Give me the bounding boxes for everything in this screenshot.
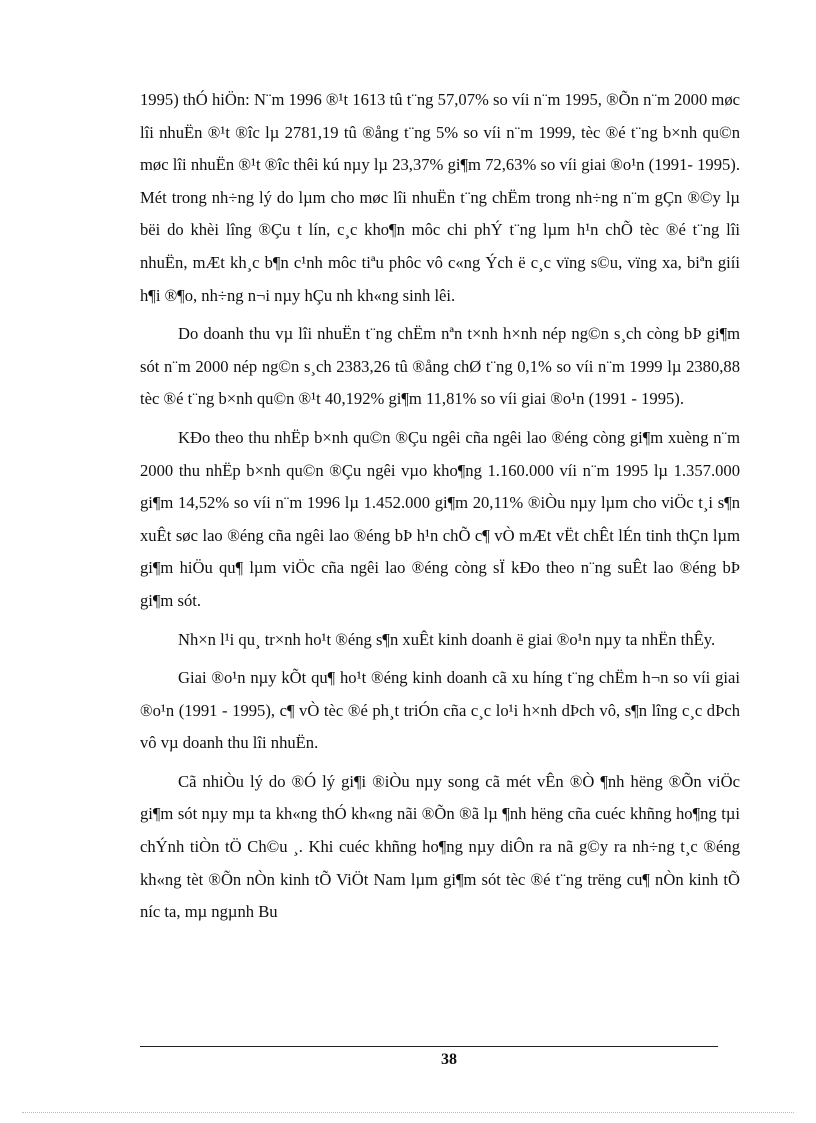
paragraph-profit-trend: 1995) thÓ hiÖn: N¨m 1996 ®¹t 1613 tû t¨ng 57,07% so víi n¨m 1995, ®Õn n¨m 2000 møc lîi nhuËn ®¹t ®îc lµ 2781,19 tû ®ång t¨ng 5% so víi n¨m 1999, tèc ®é t¨ng b×nh qu©n møc lîi nhuËn ®¹t ®îc thêi kú nµy lµ 23,37% gi¶m 72,63% so víi giai ®o¹n (1991- 1995). Mét trong nh÷ng lý do lµm cho møc lîi nhuËn t¨ng chËm trong nh÷ng n¨m gÇn ®©y lµ bëi do khèi lîng ®Çu t lín, c¸c kho¶n môc chi phÝ t¨ng lµm h¹n chÕ tèc ®é t¨ng lîi nhuËn, mÆt kh¸c b¶n c¹nh môc tiªu phôc vô c«ng Ých ë c¸c vïng s©u, vïng xa, biªn giíi h¶i ®¶o, nh÷ng n¬i nµy hÇu nh kh«ng sinh lêi. <box>140 90 740 305</box>
paragraph-period-review: Nh×n l¹i qu¸ tr×nh ho¹t ®éng s¶n xuÊt kinh doanh ë giai ®o¹n nµy ta nhËn thÊy. <box>178 629 716 649</box>
body-text <box>140 84 740 929</box>
page-bottom-dotted-border <box>22 1112 794 1113</box>
paragraph-financial-crisis: Cã nhiÒu lý do ®Ó lý gi¶i ®iÒu nµy song cã mét vÊn ®Ò ¶nh hëng ®Õn viÖc gi¶m sót nµy mµ ta kh«ng thÓ kh«ng nãi ®Õn ®ã lµ ¶nh hëng cña cuéc khñng ho¶ng tµi chÝnh tiÒn tÖ Ch©u ¸. Khi cuéc khñng ho¶ng nµy diÔn ra nã g©y ra nh÷ng t¸c ®éng kh«ng tèt ®Õn nÒn kinh tÕ ViÖt Nam lµm gi¶m sót tèc ®é t¨ng trëng cu¶ nÒn kinh tÕ níc ta, mµ ngµnh Bu <box>140 771 740 922</box>
paragraph-average-income: KÐo theo thu nhËp b×nh qu©n ®Çu ngêi cña ngêi lao ®éng còng gi¶m xuèng n¨m 2000 thu nhËp b×nh qu©n ®Çu ngêi vµo kho¶ng 1.160.000 víi n¨m 1995 lµ 1.357.000 gi¶m 14,52% so víi n¨m 1996 lµ 1.452.000 gi¶m 20,11% ®iÒu nµy lµm cho viÖc t¸i s¶n xuÊt søc lao ®éng cña ngêi lao ®éng bÞ h¹n chÕ c¶ vÒ mÆt vËt chÊt lÉn tinh thÇn lµm gi¶m hiÖu qu¶ lµm viÖc cña ngêi lao ®éng còng sÏ kÐo theo n¨ng suÊt lao ®éng bÞ gi¶m sót. <box>140 427 740 610</box>
footer-divider <box>140 1046 718 1047</box>
page-number: 38 <box>441 1051 457 1068</box>
paragraph-budget-contribution: Do doanh thu vµ lîi nhuËn t¨ng chËm nªn t×nh h×nh nép ng©n s¸ch còng bÞ gi¶m sót n¨m 2000 nép ng©n s¸ch 2383,26 tû ®ång chØ t¨ng 0,1% so víi n¨m 1999 lµ 2380,88 tèc ®é t¨ng b×nh qu©n ®¹t 40,192% gi¶m 11,81% so víi giai ®o¹n (1991 - 1995). <box>140 324 740 409</box>
paragraph-slow-growth: Giai ®o¹n nµy kÕt qu¶ ho¹t ®éng kinh doanh cã xu híng t¨ng chËm h¬n so víi giai ®o¹n (1991 - 1995), c¶ vÒ tèc ®é ph¸t triÓn cña c¸c lo¹i h×nh dÞch vô, s¶n lîng c¸c dÞch vô vµ doanh thu lîi nhuËn. <box>140 668 740 753</box>
